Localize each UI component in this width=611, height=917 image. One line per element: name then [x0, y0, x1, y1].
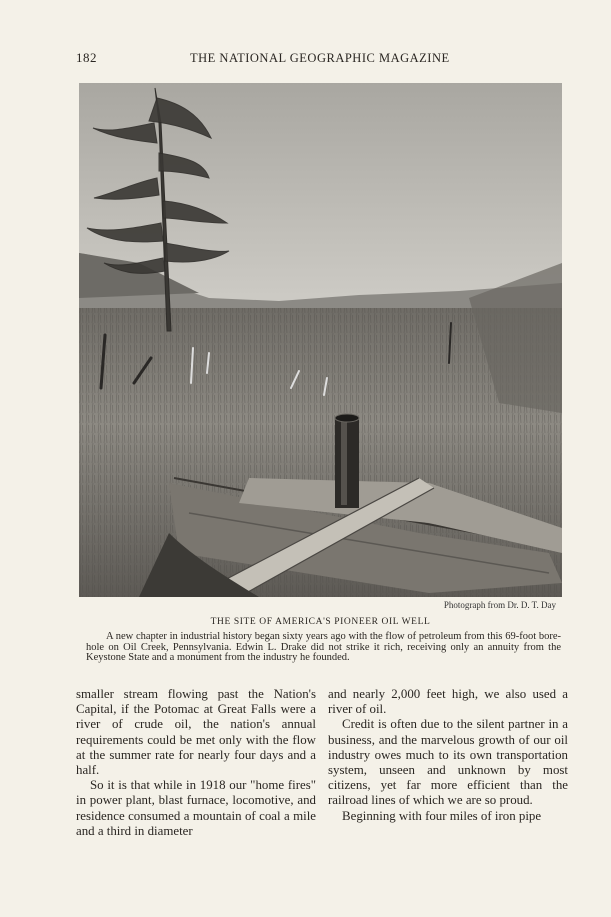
caption-title: THE SITE OF AMERICA'S PIONEER OIL WELL — [210, 617, 431, 627]
text-column-left — [76, 687, 316, 839]
pipe — [335, 414, 359, 508]
text-column-right — [328, 687, 568, 824]
paragraph: Credit is often due to the silent partner in a business, and the marvelous growth of our oil industry owes much to its own transportation system, unseen and unknown by most citizens, yet far more efficient than the railroad lines of which we are so proud. — [328, 717, 568, 808]
paragraph: Beginning with four miles of iron pipe — [342, 808, 542, 823]
paragraph: smaller stream flowing past the Nation's Capital, if the Potomac at Great Falls were a river of crude oil, the nation's annual requirements could be met only with the flow at the summer rate for nearly four days and a half. — [76, 687, 316, 778]
photo-credit: Photograph from Dr. D. T. Day — [443, 600, 556, 610]
paragraph: So it is that while in 1918 our "home fires" in power plant, blast furnace, locomotive, and residence consumed a mountain of coal a mile and a third in diameter — [76, 778, 316, 838]
running-title: THE NATIONAL GEOGRAPHIC MAGAZINE — [190, 51, 450, 65]
page-number: 182 — [76, 50, 97, 65]
caption-text: A new chapter in industrial history began sixty years ago with the flow of petroleum from this 69-foot bore-hole on Oil Creek, Pennsylvania. Edwin L. Drake did not strike it rich, receiving only an annuity from the Keystone State and a monument from the industry he founded. — [86, 631, 561, 663]
paragraph: and nearly 2,000 feet high, we also used a river of oil. — [328, 687, 568, 717]
oil-well-photograph — [79, 83, 562, 597]
